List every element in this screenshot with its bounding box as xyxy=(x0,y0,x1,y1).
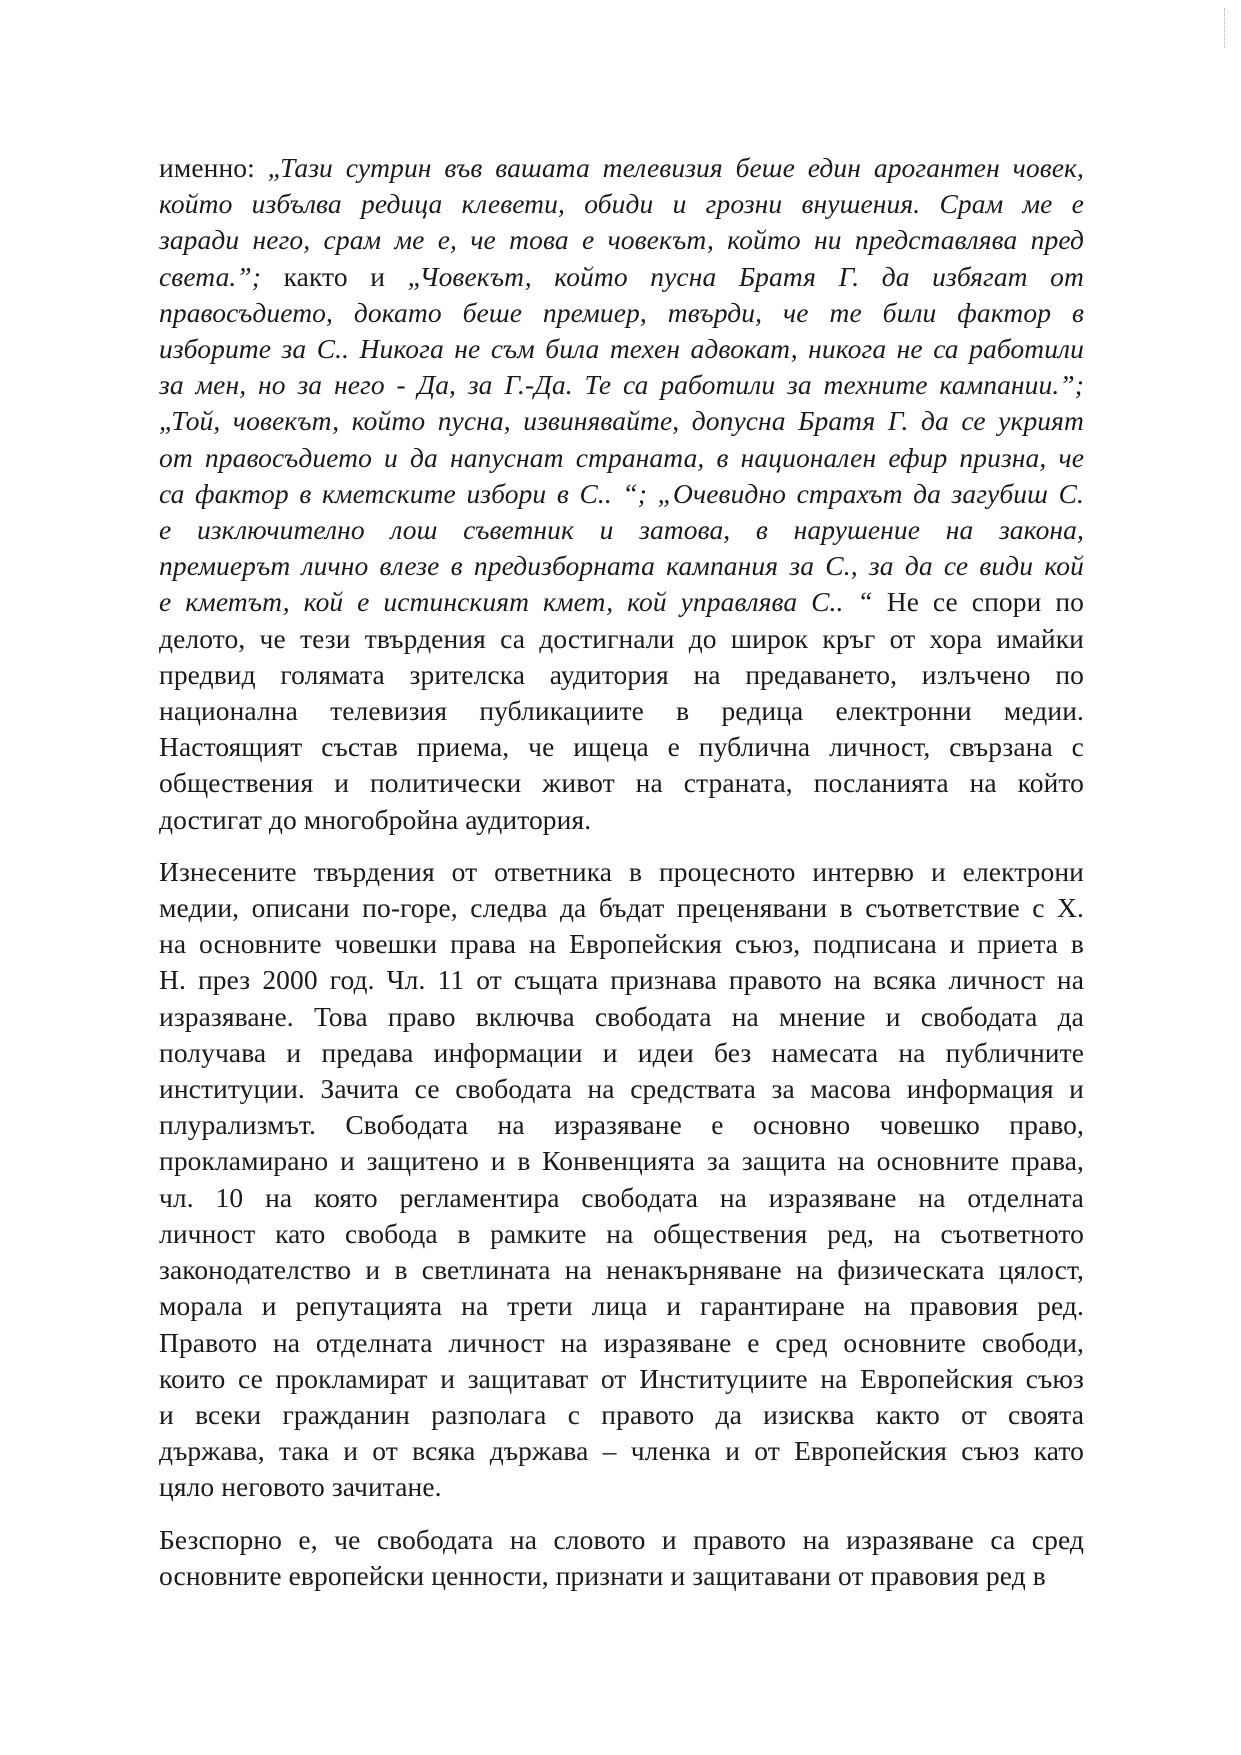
quoted-text: изборите за С.. Никога не съм била техен адвокат, никога не са работили xyxy=(159,333,1084,365)
text-line xyxy=(159,1071,1084,1107)
paragraph-2 xyxy=(159,854,1084,1506)
quoted-text: „Очевидно страхът да загубиш С. xyxy=(657,477,1085,509)
quoted-text: който избълва редица клевети, обиди и грозни внушения. Срам ме е xyxy=(159,188,1084,220)
body-text: Настоящият състав приема, че ищеца е публична личност, свързана с xyxy=(159,731,1084,763)
text-line xyxy=(159,854,1084,890)
text-line xyxy=(159,729,1084,765)
quoted-text: „Тази сутрин във вашата телевизия беше един арогантен човек, xyxy=(267,152,1084,183)
text-line xyxy=(159,1143,1084,1179)
text-line xyxy=(159,331,1084,367)
paragraph-3 xyxy=(159,1522,1084,1594)
body-text: изразяване. Това право включва свободата на мнение и свободата да xyxy=(159,1000,1084,1032)
quoted-text: е кметът, кой е истинският кмет, кой управлява С.. “ xyxy=(159,586,873,618)
body-text: медии, описани по-горе, следва да бъдат преценявани в съответствие с Х. xyxy=(159,892,1084,924)
body-text: делото, че тези твърдения са достигнали до широк кръг от хора имайки xyxy=(159,622,1084,654)
text-line xyxy=(159,222,1084,258)
quoted-text: от правосъдието и да напуснат страната, в национален ефир призна, че xyxy=(159,441,1084,473)
text-line xyxy=(159,1361,1084,1397)
body-text: обществения и политически живот на страната, посланията на който xyxy=(159,767,1084,799)
body-text: Безспорно е, че свободата на словото и правото на изразяване са сред xyxy=(159,1523,1084,1555)
text-line xyxy=(159,1522,1084,1558)
body-text: именно: xyxy=(159,152,268,183)
body-text: Изнесените твърдения от ответника в процесното интервю и електрони xyxy=(159,855,1084,887)
text-line xyxy=(159,1252,1084,1288)
body-text: законодателство и в светлината на ненакърняване на физическата цялост, xyxy=(159,1254,1084,1286)
quoted-text: за мен, но за него - Да, за Г.-Да. Те са работили за техните кампании.”; xyxy=(159,369,1084,401)
body-text: личност като свобода в рамките на обществения ред, на съответното xyxy=(159,1217,1084,1249)
text-line xyxy=(159,150,1084,186)
quoted-text: „Той, човекът, който пусна, извинявайте, допусна Братя Г. да се укрият xyxy=(159,405,1084,437)
text-line xyxy=(159,440,1084,476)
body-text: Не се спори по xyxy=(872,586,1084,618)
body-text: предвид голямата зрителска аудитория на предаването, излъчено по xyxy=(159,658,1084,690)
quoted-text: заради него, срам ме е, че това е човекът, който ни представлява пред xyxy=(159,224,1084,256)
text-line xyxy=(159,890,1084,926)
body-text: прокламирано и защитено и в Конвенцията за защита на основните права, xyxy=(159,1145,1084,1177)
quoted-text: света.”; xyxy=(159,260,284,292)
body-text: както и xyxy=(283,260,408,292)
body-text: достигат до многобройна аудитория. xyxy=(159,803,592,835)
text-line xyxy=(159,1558,1084,1594)
text-line xyxy=(159,926,1084,962)
body-text: национална телевизия публикациите в редица електронни медии. xyxy=(159,695,1084,727)
text-line xyxy=(159,512,1084,548)
text-line xyxy=(159,186,1084,222)
body-text: цяло неговото зачитане. xyxy=(159,1471,442,1503)
body-text: чл. 10 на която регламентира свободата на изразяване на отделната xyxy=(159,1181,1084,1213)
scan-margin-mark xyxy=(1224,8,1227,48)
text-line xyxy=(159,621,1084,657)
text-line xyxy=(159,999,1084,1035)
quoted-text: „Човекът, който пусна Братя Г. да избягат от xyxy=(407,260,1084,292)
text-line xyxy=(159,548,1084,584)
text-line xyxy=(159,962,1084,998)
body-text: на основните човешки права на Европейския съюз, подписана и приета в xyxy=(159,928,1084,960)
text-line xyxy=(159,476,1084,512)
body-text: получава и предава информации и идеи без намесата на публичните xyxy=(159,1036,1084,1068)
document-page xyxy=(159,150,1084,1594)
text-line xyxy=(159,1325,1084,1361)
text-line xyxy=(159,1288,1084,1324)
text-line xyxy=(159,1433,1084,1469)
quoted-text: премиерът лично влезе в предизборната кампания за С., за да се види кой xyxy=(159,550,1084,582)
text-line xyxy=(159,584,1084,620)
text-line xyxy=(159,1107,1084,1143)
text-line xyxy=(159,802,1084,838)
text-line xyxy=(159,1397,1084,1433)
body-text: основните европейски ценности, признати и защитавани от правовия ред в xyxy=(159,1559,1046,1591)
text-line xyxy=(159,259,1084,295)
text-line xyxy=(159,295,1084,331)
text-line xyxy=(159,1216,1084,1252)
text-line xyxy=(159,657,1084,693)
quoted-text: правосъдието, докато беше премиер, твърди, че те били фактор в xyxy=(159,296,1084,328)
text-line xyxy=(159,403,1084,439)
body-text: и всеки гражданин разполага с правото да изисква както от своята xyxy=(159,1398,1084,1430)
body-text: Правото на отделната личност на изразяване е сред основните свободи, xyxy=(159,1326,1084,1358)
text-line xyxy=(159,693,1084,729)
body-text: Н. през 2000 год. Чл. 11 от същата признава правото на всяка личност на xyxy=(159,964,1084,996)
body-text: които се прокламират и защитават от Институциите на Европейския съюз xyxy=(159,1362,1084,1394)
text-line xyxy=(159,367,1084,403)
text-line xyxy=(159,1469,1084,1505)
quoted-text: е изключително лош съветник и затова, в нарушение на закона, xyxy=(159,514,1084,546)
body-text: морала и репутацията на трети лица и гарантиране на правовия ред. xyxy=(159,1290,1084,1322)
body-text: институции. Зачита се свободата на средствата за масова информация и xyxy=(159,1073,1084,1105)
text-line xyxy=(159,1035,1084,1071)
paragraph-1 xyxy=(159,150,1084,838)
body-text: плурализмът. Свободата на изразяване е основно човешко право, xyxy=(159,1109,1084,1141)
text-line xyxy=(159,765,1084,801)
text-line xyxy=(159,1180,1084,1216)
quoted-text: са фактор в кметските избори в С.. “; xyxy=(159,477,658,509)
body-text: държава, така и от всяка държава – членка и от Европейския съюз като xyxy=(159,1435,1084,1467)
